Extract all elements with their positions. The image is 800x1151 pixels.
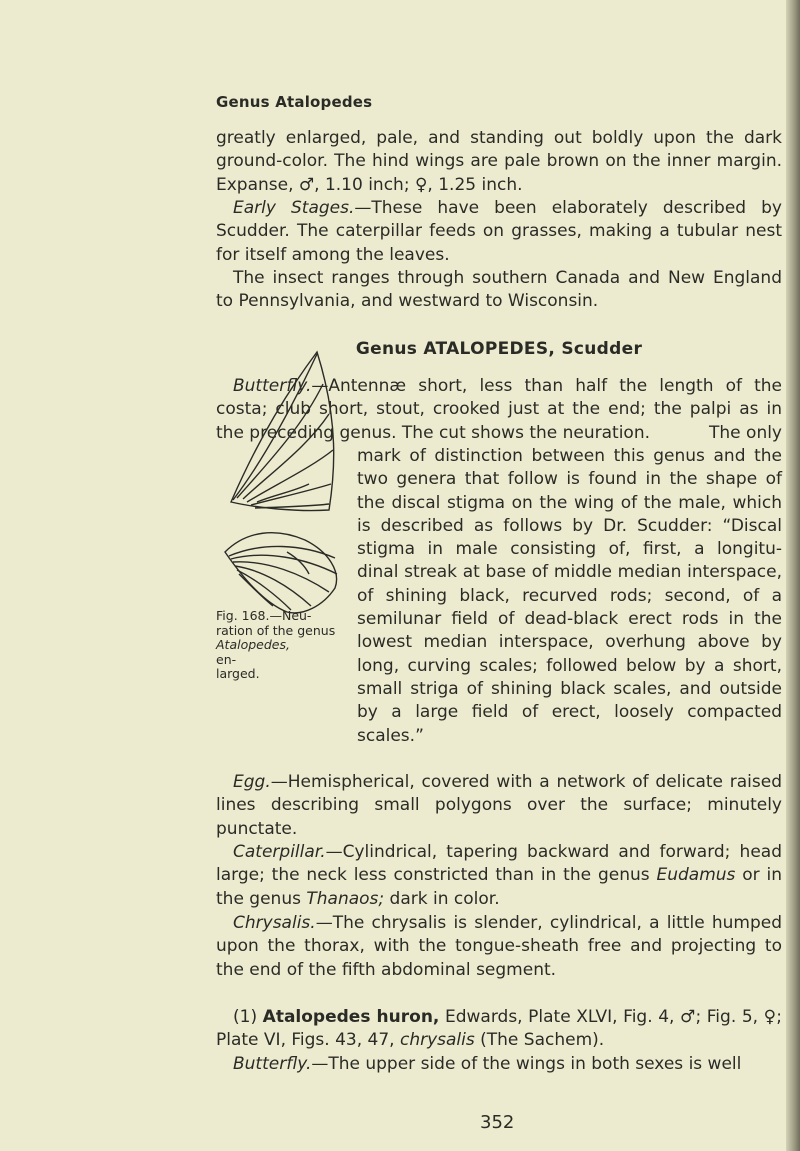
- species-text-1: Edwards, Plate XLVI, Fig. 4, ♂; Fig. 5, ♀; Plate VI, Figs. 43, 47,: [216, 1007, 782, 1051]
- caterpillar-text-3: dark in color.: [384, 888, 500, 909]
- butterfly-label: Butterfly.: [233, 376, 312, 396]
- egg-text: —Hemispherical, covered with a network of delicate raised lines describing small polygons over the surface; minutely punctate.: [216, 772, 782, 839]
- hindwing-vein: [235, 566, 311, 606]
- chrysalis-label: Chrysalis.: [233, 913, 316, 933]
- species-name: Atalopedes huron,: [262, 1007, 440, 1027]
- wrap-line: by a large field of erect, loosely compacted: [357, 702, 782, 723]
- chrysalis-text: —The chrysalis is slender, cylindrical, a little humped upon the thorax, with the tongue-sheath free and projecting to the end of the fifth abdominal segment.: [216, 913, 782, 980]
- caterpillar-label: Caterpillar.: [233, 842, 326, 862]
- running-head: Genus Atalopedes: [216, 93, 373, 111]
- butterfly-last-label: Butterfly.: [233, 1054, 312, 1074]
- caption-line: Fig. 168.—Neu-: [216, 608, 312, 623]
- hindwing-vein: [233, 562, 329, 592]
- wrap-line: two genera that follow is found in the shape of: [357, 469, 782, 490]
- caterpillar-genus-2: Thanaos;: [306, 888, 385, 909]
- forewing-vein: [255, 504, 329, 508]
- caption-line: ration of the genus: [216, 622, 336, 638]
- early-stages-label: Early Stages.: [233, 198, 355, 218]
- figure-caption: [216, 609, 352, 682]
- wing-neuration-figure: [217, 352, 347, 612]
- butterfly-last-text: —The upper side of the wings in both sexes is well: [311, 1054, 742, 1074]
- paragraph-caterpillar: [216, 841, 782, 911]
- egg-label: Egg.: [233, 772, 271, 792]
- wrap-line: dinal streak at base of middle median interspace,: [357, 562, 782, 583]
- caption-genus: Atalopedes,: [216, 637, 290, 653]
- hindwing-vein: [287, 552, 309, 574]
- hindwing-vein: [231, 555, 337, 574]
- paragraph-early-stages: [216, 197, 782, 267]
- early-stages-text: —These have been elaborately described by Scudder. The caterpillar feeds on grasses, making a tubular nest for itself among the leaves.: [216, 198, 782, 265]
- wrap-line: long, curving scales; followed below by a short,: [357, 655, 782, 676]
- wrap-line: small striga of shining black scales, and outside: [357, 678, 782, 699]
- wrap-line: semilunar field of dead-black erect rods in the: [357, 609, 782, 630]
- paragraph-description-end: greatly enlarged, pale, and standing out boldly upon the dark ground-color. The hind wings are pale brown on the inner margin. Expanse, ♂, 1.10 inch; ♀, 1.25 inch.: [216, 128, 782, 195]
- caption-line: [216, 638, 352, 667]
- hindwing-vein: [237, 570, 291, 610]
- wrapped-text-column: [357, 445, 782, 748]
- species-text-2: (The Sachem).: [474, 1030, 605, 1051]
- wrap-line: mark of distinction between this genus and the: [357, 446, 782, 466]
- wrap-line: lowest median interspace, overhung above by: [357, 632, 782, 653]
- wrap-line: stigma in male consisting of, first, a longitu-: [357, 539, 782, 560]
- wrap-line: of shining black, recurved rods; second, of a: [357, 585, 782, 606]
- forewing-vein: [251, 484, 331, 505]
- forewing-vein: [243, 414, 329, 499]
- paragraph-range: The insect ranges through southern Canada and New England to Pennsylvania, and westward to Wisconsin.: [216, 268, 782, 312]
- caterpillar-genus-1: Eudamus: [656, 865, 736, 886]
- wrap-line: scales.”: [357, 725, 424, 746]
- butterfly-intro-text: —Antennæ short, less than half the length of the costa; club short, stout, crooked just at the end; the palpi as in the preceding genus. The cut shows the neuration.: [216, 376, 782, 443]
- page-edge-shadow: [786, 0, 800, 1151]
- forewing-vein: [233, 354, 317, 500]
- forewing-vein: [237, 384, 323, 498]
- section-heading: Genus ATALOPEDES, Scudder: [355, 339, 643, 359]
- caterpillar-text-1: —Cylindrical, tapering backward and forward; head large; the neck less constricted than in the genus: [216, 842, 782, 886]
- caterpillar-text-2: or in the genus: [216, 865, 782, 909]
- caption-line: larged.: [216, 666, 260, 682]
- caption-line-rest: en-: [216, 651, 237, 667]
- page-number: 352: [480, 1112, 515, 1133]
- wrap-line: is described as follows by Dr. Scudder: “Discal: [357, 515, 782, 536]
- paragraph-butterfly-last: [216, 1053, 782, 1076]
- species-chrysalis-word: chrysalis: [399, 1030, 475, 1051]
- forewing-vein: [257, 484, 309, 502]
- paragraph-chrysalis: [216, 912, 782, 982]
- paragraph-species: [216, 1006, 782, 1053]
- paragraph-egg: [216, 771, 782, 841]
- wrap-line: the discal stigma on the wing of the male, which: [357, 492, 782, 513]
- wrap-line-0: The only: [709, 423, 782, 443]
- species-number: (1): [233, 1007, 263, 1027]
